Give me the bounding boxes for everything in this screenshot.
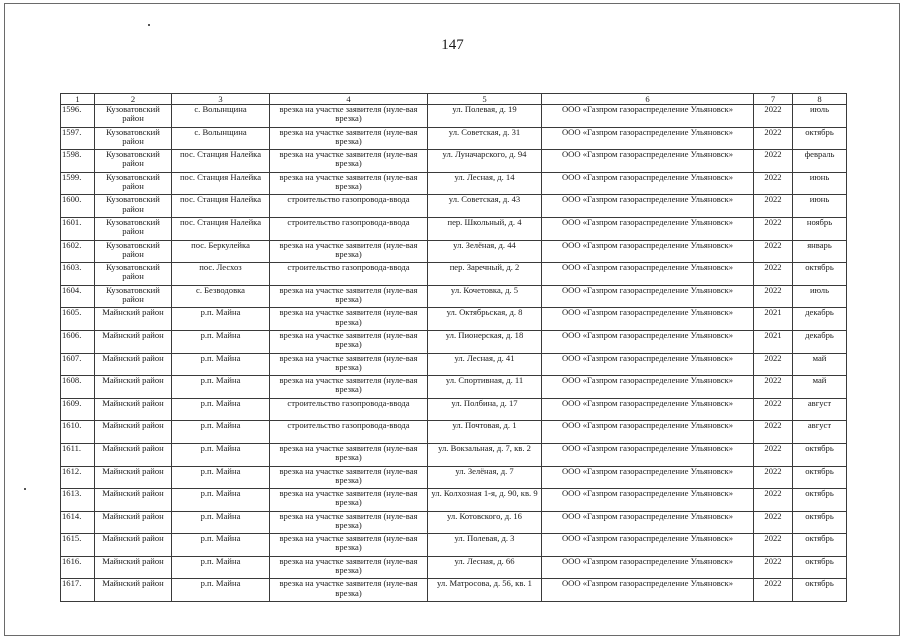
organization-cell: ООО «Газпром газораспределение Ульяновск» [542,353,754,376]
table-header-row [61,94,847,105]
work-type-cell: врезка на участке заявителя (нуле-вая врезка) [270,376,428,399]
district-cell: Кузоватовский район [95,127,172,150]
address-cell: ул. Пионерская, д. 18 [428,330,542,353]
year-cell: 2022 [754,489,793,512]
year-cell: 2022 [754,443,793,466]
row-number-cell: 1605. [61,308,95,331]
settlement-cell: р.п. Майна [172,511,270,534]
settlement-cell: пос. Станция Налейка [172,150,270,173]
year-cell: 2022 [754,285,793,308]
table-row [61,308,847,331]
year-cell: 2022 [754,263,793,286]
organization-cell: ООО «Газпром газораспределение Ульяновск» [542,534,754,557]
column-header: 7 [754,94,793,105]
table-row [61,127,847,150]
work-type-cell: врезка на участке заявителя (нуле-вая врезка) [270,511,428,534]
row-number-cell: 1606. [61,330,95,353]
column-header: 1 [61,94,95,105]
work-type-cell: строительство газопровода-ввода [270,398,428,421]
district-cell: Майнский район [95,556,172,579]
address-cell: ул. Лесная, д. 41 [428,353,542,376]
row-number-cell: 1610. [61,421,95,444]
district-cell: Кузоватовский район [95,195,172,218]
address-cell: ул. Советская, д. 31 [428,127,542,150]
district-cell: Майнский район [95,579,172,602]
table-row [61,534,847,557]
district-cell: Майнский район [95,489,172,512]
settlement-cell: пос. Беркулейка [172,240,270,263]
row-number-cell: 1617. [61,579,95,602]
row-number-cell: 1601. [61,217,95,240]
month-cell: май [793,376,847,399]
organization-cell: ООО «Газпром газораспределение Ульяновск» [542,466,754,489]
month-cell: февраль [793,150,847,173]
address-cell: ул. Советская, д. 43 [428,195,542,218]
work-type-cell: врезка на участке заявителя (нуле-вая врезка) [270,172,428,195]
work-type-cell: врезка на участке заявителя (нуле-вая врезка) [270,443,428,466]
table-row [61,285,847,308]
month-cell: декабрь [793,308,847,331]
month-cell: октябрь [793,443,847,466]
settlement-cell: р.п. Майна [172,443,270,466]
month-cell: июнь [793,172,847,195]
year-cell: 2021 [754,308,793,331]
column-header: 3 [172,94,270,105]
address-cell: пер. Школьный, д. 4 [428,217,542,240]
row-number-cell: 1603. [61,263,95,286]
column-header: 6 [542,94,754,105]
settlement-cell: р.п. Майна [172,579,270,602]
row-number-cell: 1607. [61,353,95,376]
row-number-cell: 1616. [61,556,95,579]
organization-cell: ООО «Газпром газораспределение Ульяновск» [542,127,754,150]
table-body [61,105,847,602]
table-row [61,556,847,579]
year-cell: 2022 [754,172,793,195]
row-number-cell: 1612. [61,466,95,489]
address-cell: ул. Зелёная, д. 44 [428,240,542,263]
organization-cell: ООО «Газпром газораспределение Ульяновск» [542,556,754,579]
table-row [61,489,847,512]
year-cell: 2022 [754,105,793,128]
row-number-cell: 1615. [61,534,95,557]
organization-cell: ООО «Газпром газораспределение Ульяновск» [542,421,754,444]
address-cell: ул. Октябрьская, д. 8 [428,308,542,331]
work-type-cell: строительство газопровода-ввода [270,421,428,444]
month-cell: октябрь [793,466,847,489]
address-cell: ул. Лесная, д. 14 [428,172,542,195]
month-cell: октябрь [793,534,847,557]
row-number-cell: 1598. [61,150,95,173]
organization-cell: ООО «Газпром газораспределение Ульяновск» [542,172,754,195]
work-type-cell: врезка на участке заявителя (нуле-вая врезка) [270,353,428,376]
district-cell: Кузоватовский район [95,105,172,128]
work-type-cell: врезка на участке заявителя (нуле-вая врезка) [270,466,428,489]
organization-cell: ООО «Газпром газораспределение Ульяновск» [542,489,754,512]
district-cell: Кузоватовский район [95,150,172,173]
year-cell: 2022 [754,353,793,376]
row-number-cell: 1602. [61,240,95,263]
table-row [61,398,847,421]
month-cell: октябрь [793,511,847,534]
work-type-cell: врезка на участке заявителя (нуле-вая врезка) [270,489,428,512]
year-cell: 2022 [754,217,793,240]
row-number-cell: 1608. [61,376,95,399]
month-cell: август [793,398,847,421]
column-header: 4 [270,94,428,105]
organization-cell: ООО «Газпром газораспределение Ульяновск» [542,579,754,602]
table-row [61,195,847,218]
work-type-cell: строительство газопровода-ввода [270,195,428,218]
column-header: 8 [793,94,847,105]
year-cell: 2022 [754,421,793,444]
work-type-cell: врезка на участке заявителя (нуле-вая врезка) [270,330,428,353]
organization-cell: ООО «Газпром газораспределение Ульяновск» [542,398,754,421]
row-number-cell: 1596. [61,105,95,128]
scan-speck [24,488,26,490]
month-cell: октябрь [793,489,847,512]
work-type-cell: строительство газопровода-ввода [270,217,428,240]
row-number-cell: 1614. [61,511,95,534]
settlement-cell: р.п. Майна [172,556,270,579]
settlement-cell: р.п. Майна [172,353,270,376]
row-number-cell: 1609. [61,398,95,421]
year-cell: 2022 [754,398,793,421]
settlement-cell: пос. Станция Налейка [172,172,270,195]
table-row [61,330,847,353]
row-number-cell: 1600. [61,195,95,218]
row-number-cell: 1613. [61,489,95,512]
year-cell: 2022 [754,534,793,557]
column-header: 5 [428,94,542,105]
organization-cell: ООО «Газпром газораспределение Ульяновск» [542,511,754,534]
table-row [61,150,847,173]
month-cell: июль [793,105,847,128]
month-cell: август [793,421,847,444]
district-cell: Майнский район [95,330,172,353]
month-cell: май [793,353,847,376]
year-cell: 2022 [754,240,793,263]
address-cell: ул. Полевая, д. 19 [428,105,542,128]
district-cell: Майнский район [95,308,172,331]
settlement-cell: р.п. Майна [172,398,270,421]
district-cell: Майнский район [95,511,172,534]
settlement-cell: р.п. Майна [172,376,270,399]
year-cell: 2022 [754,127,793,150]
year-cell: 2022 [754,195,793,218]
year-cell: 2022 [754,150,793,173]
address-cell: ул. Спортивная, д. 11 [428,376,542,399]
district-cell: Кузоватовский район [95,285,172,308]
address-cell: ул. Луначарского, д. 94 [428,150,542,173]
year-cell: 2022 [754,466,793,489]
work-type-cell: врезка на участке заявителя (нуле-вая врезка) [270,556,428,579]
work-type-cell: врезка на участке заявителя (нуле-вая врезка) [270,285,428,308]
work-type-cell: строительство газопровода-ввода [270,263,428,286]
work-type-cell: врезка на участке заявителя (нуле-вая врезка) [270,240,428,263]
year-cell: 2022 [754,376,793,399]
scan-speck [148,24,150,26]
district-cell: Майнский район [95,421,172,444]
address-cell: ул. Полбина, д. 17 [428,398,542,421]
table-row [61,421,847,444]
row-number-cell: 1597. [61,127,95,150]
organization-cell: ООО «Газпром газораспределение Ульяновск» [542,105,754,128]
work-type-cell: врезка на участке заявителя (нуле-вая врезка) [270,127,428,150]
table-row [61,217,847,240]
table-row [61,443,847,466]
settlement-cell: р.п. Майна [172,534,270,557]
month-cell: январь [793,240,847,263]
year-cell: 2021 [754,330,793,353]
page-number: 147 [441,37,464,53]
address-cell: ул. Колхозная 1-я, д. 90, кв. 9 [428,489,542,512]
address-cell: ул. Матросова, д. 56, кв. 1 [428,579,542,602]
column-header: 2 [95,94,172,105]
month-cell: июль [793,285,847,308]
settlement-cell: р.п. Майна [172,466,270,489]
table-row [61,172,847,195]
address-cell: ул. Вокзальная, д. 7, кв. 2 [428,443,542,466]
settlement-cell: р.п. Майна [172,308,270,331]
work-type-cell: врезка на участке заявителя (нуле-вая врезка) [270,308,428,331]
register-table [60,93,847,602]
work-type-cell: врезка на участке заявителя (нуле-вая врезка) [270,579,428,602]
district-cell: Майнский район [95,466,172,489]
table-row [61,353,847,376]
address-cell: ул. Почтовая, д. 1 [428,421,542,444]
work-type-cell: врезка на участке заявителя (нуле-вая врезка) [270,105,428,128]
work-type-cell: врезка на участке заявителя (нуле-вая врезка) [270,150,428,173]
organization-cell: ООО «Газпром газораспределение Ульяновск» [542,150,754,173]
address-cell: ул. Лесная, д. 66 [428,556,542,579]
settlement-cell: р.п. Майна [172,330,270,353]
month-cell: октябрь [793,263,847,286]
settlement-cell: пос. Станция Налейка [172,217,270,240]
organization-cell: ООО «Газпром газораспределение Ульяновск» [542,195,754,218]
month-cell: октябрь [793,127,847,150]
address-cell: пер. Заречный, д. 2 [428,263,542,286]
table-row [61,511,847,534]
table-row [61,376,847,399]
organization-cell: ООО «Газпром газораспределение Ульяновск» [542,330,754,353]
table-row [61,263,847,286]
organization-cell: ООО «Газпром газораспределение Ульяновск» [542,240,754,263]
organization-cell: ООО «Газпром газораспределение Ульяновск» [542,443,754,466]
table-row [61,240,847,263]
district-cell: Кузоватовский район [95,172,172,195]
address-cell: ул. Полевая, д. 3 [428,534,542,557]
year-cell: 2022 [754,511,793,534]
district-cell: Кузоватовский район [95,263,172,286]
settlement-cell: с. Волынщина [172,105,270,128]
row-number-cell: 1604. [61,285,95,308]
organization-cell: ООО «Газпром газораспределение Ульяновск» [542,263,754,286]
table-row [61,579,847,602]
district-cell: Майнский район [95,443,172,466]
year-cell: 2022 [754,556,793,579]
district-cell: Кузоватовский район [95,240,172,263]
organization-cell: ООО «Газпром газораспределение Ульяновск» [542,217,754,240]
district-cell: Кузоватовский район [95,217,172,240]
month-cell: ноябрь [793,217,847,240]
settlement-cell: пос. Лесхоз [172,263,270,286]
settlement-cell: р.п. Майна [172,421,270,444]
district-cell: Майнский район [95,398,172,421]
address-cell: ул. Зелёная, д. 7 [428,466,542,489]
district-cell: Майнский район [95,353,172,376]
table-row [61,466,847,489]
settlement-cell: р.п. Майна [172,489,270,512]
settlement-cell: с. Безводовка [172,285,270,308]
month-cell: июнь [793,195,847,218]
work-type-cell: врезка на участке заявителя (нуле-вая врезка) [270,534,428,557]
settlement-cell: пос. Станция Налейка [172,195,270,218]
year-cell: 2022 [754,579,793,602]
address-cell: ул. Котовского, д. 16 [428,511,542,534]
settlement-cell: с. Волынщина [172,127,270,150]
district-cell: Майнский район [95,534,172,557]
month-cell: октябрь [793,556,847,579]
organization-cell: ООО «Газпром газораспределение Ульяновск» [542,308,754,331]
address-cell: ул. Кочетовка, д. 5 [428,285,542,308]
row-number-cell: 1599. [61,172,95,195]
organization-cell: ООО «Газпром газораспределение Ульяновск» [542,285,754,308]
district-cell: Майнский район [95,376,172,399]
table-row [61,105,847,128]
month-cell: октябрь [793,579,847,602]
row-number-cell: 1611. [61,443,95,466]
month-cell: декабрь [793,330,847,353]
organization-cell: ООО «Газпром газораспределение Ульяновск» [542,376,754,399]
